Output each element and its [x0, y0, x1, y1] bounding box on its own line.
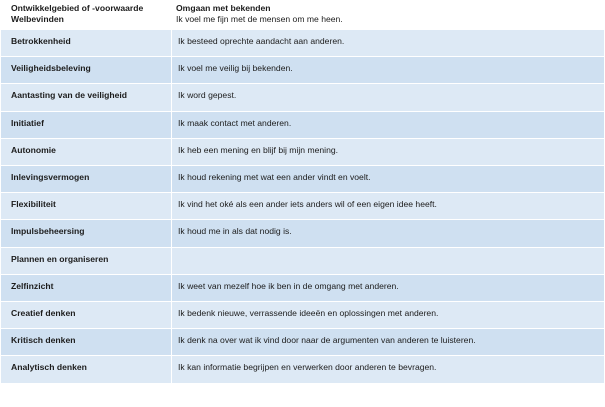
table-row	[1, 138, 604, 165]
table-row	[1, 328, 604, 355]
row-area-cell: Initiatief	[1, 112, 172, 138]
table-row	[1, 192, 604, 219]
table-header	[1, 0, 604, 29]
row-description-cell: Ik kan informatie begrijpen en verwerken door anderen te bevragen.	[178, 362, 437, 373]
table-row	[1, 355, 604, 383]
row-description-cell: Ik houd rekening met wat een ander vindt en voelt.	[178, 171, 371, 182]
row-area-cell: Veiligheidsbeleving	[1, 57, 172, 83]
row-area-cell: Inlevingsvermogen	[1, 166, 172, 192]
row-description-cell	[172, 248, 604, 274]
row-description-cell: Ik word gepest.	[178, 90, 237, 101]
row-description-cell: Ik voel me veilig bij bekenden.	[178, 63, 293, 74]
row-area-cell: Flexibiliteit	[1, 193, 172, 219]
row-description-cell: Ik denk na over wat ik vind door naar de argumenten van anderen te luisteren.	[178, 335, 476, 346]
row-description-cell: Ik houd me in als dat nodig is.	[178, 226, 292, 237]
table-row	[1, 83, 604, 110]
row-description-cell: Ik vind het oké als een ander iets anders wil of een eigen idee heeft.	[178, 199, 437, 210]
table-row	[1, 56, 604, 83]
row-area-cell: Plannen en organiseren	[1, 248, 172, 274]
table-row	[1, 301, 604, 328]
table-row	[1, 29, 604, 56]
development-table	[1, 0, 604, 383]
table-row	[1, 274, 604, 301]
row-area-cell: Kritisch denken	[1, 329, 172, 355]
header-description-first-value: Ik voel me fijn met de mensen om me heen.	[176, 13, 343, 24]
table-row	[1, 247, 604, 274]
header-description-title: Omgaan met bekenden	[176, 3, 271, 13]
table-row	[1, 111, 604, 138]
header-description-cell	[172, 0, 604, 29]
table-body	[1, 29, 604, 383]
header-area-first-value: Welbevinden	[11, 13, 64, 24]
header-area-cell	[1, 0, 172, 29]
row-area-cell: Impulsbeheersing	[1, 220, 172, 246]
row-description-cell: Ik maak contact met anderen.	[178, 117, 292, 128]
header-area-title: Ontwikkelgebied of -voorwaarde	[11, 3, 144, 13]
row-description-cell: Ik heb een mening en blijf bij mijn mening.	[178, 144, 339, 155]
table-row	[1, 219, 604, 246]
row-description-cell: Ik besteed oprechte aandacht aan anderen.	[178, 36, 345, 46]
row-area-cell: Zelfinzicht	[1, 275, 172, 301]
row-area-cell: Betrokkenheid	[1, 30, 172, 56]
row-area-cell: Creatief denken	[1, 302, 172, 328]
row-description-cell: Ik bedenk nieuwe, verrassende ideeën en oplossingen met anderen.	[178, 307, 439, 318]
row-area-cell: Analytisch denken	[1, 356, 172, 383]
row-area-cell: Autonomie	[1, 139, 172, 165]
table-row	[1, 165, 604, 192]
row-description-cell: Ik weet van mezelf hoe ik ben in de omgang met anderen.	[178, 280, 399, 291]
row-area-cell: Aantasting van de veiligheid	[1, 84, 172, 110]
